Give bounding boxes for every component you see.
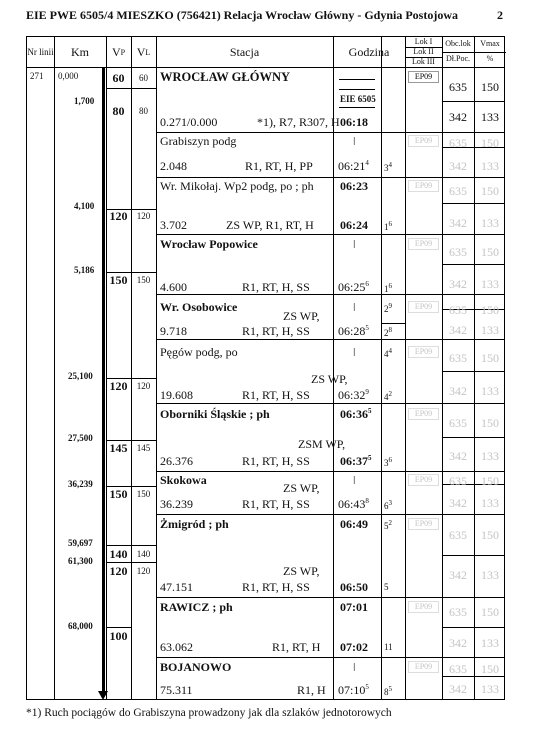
running-time: $4^2$ (384, 390, 392, 402)
vmax-value: 150 (481, 136, 499, 150)
station-name: Grabiszyn podg (160, 134, 237, 148)
departure-time: $06:28^5$ (338, 324, 369, 338)
vmax-value: 150 (481, 245, 499, 259)
vl-value: 150 (136, 275, 151, 285)
loco-load: 635 (449, 416, 467, 430)
vmax-pct: 133 (481, 216, 499, 230)
vmax-value: 150 (481, 416, 499, 430)
departure-time: 07:02 (340, 640, 368, 654)
station-name: Żmigród ; ph (160, 517, 229, 531)
vp-value: 120 (109, 379, 128, 393)
vp-value: 150 (109, 273, 128, 287)
loco-type: EP09 (408, 518, 439, 530)
station-name: Pęgów podg, po (160, 345, 238, 359)
vmax-pct: 133 (481, 682, 499, 696)
station-notes-1: ZS WP, (311, 372, 348, 386)
station-name: Wr. Mikołaj. Wp2 podg, po ; ph (160, 179, 314, 193)
vl-value: 60 (139, 73, 148, 83)
vmax-value: 150 (481, 662, 499, 676)
km-mark: 68,000 (68, 621, 93, 631)
vmax-pct: 133 (481, 449, 499, 463)
km-mark: 27,500 (68, 433, 93, 443)
col-vmax: Vmax (480, 39, 500, 48)
col-lok1: Lok I (414, 37, 433, 46)
train-length: 342 (449, 323, 467, 337)
station-km: 4.600 (160, 280, 187, 294)
station-name: Wrocław Popowice (160, 237, 258, 251)
vp-value: 120 (109, 209, 128, 223)
loco-load: 635 (449, 528, 467, 542)
station-name: Skokowa (160, 473, 207, 487)
vp-value: 80 (112, 104, 125, 118)
station-name: Wr. Osobowice (160, 300, 238, 314)
vmax-pct: 133 (481, 636, 499, 650)
km-mark: 61,300 (68, 556, 93, 566)
departure-time: 06:24 (340, 218, 368, 232)
station-notes: *1), R7, R307, H (257, 115, 340, 129)
line-number: 271 (30, 71, 44, 81)
station-notes: R1, RT, H, SS (242, 497, 310, 511)
km-mark: 4,100 (74, 201, 95, 211)
vmax-value: 150 (481, 303, 499, 317)
col-lok3: Lok III (412, 57, 435, 66)
running-time: 5 (384, 582, 389, 592)
station-km: 36.239 (160, 497, 193, 511)
loco-load: 635 (449, 80, 467, 94)
departure-time: $06:32^9$ (338, 388, 369, 402)
station-name: Oborniki Śląskie ; ph (160, 407, 270, 421)
running-time: $1^6$ (384, 282, 392, 294)
running-time: $3^6$ (384, 456, 392, 468)
vp-value: 100 (109, 629, 128, 643)
running-time-pass: $5^2$ (384, 519, 392, 531)
station-km: 0.271/0.000 (160, 115, 218, 129)
arrival-time: 07:01 (340, 600, 368, 614)
departure-time: $06:37^5$ (340, 454, 372, 468)
vmax-pct: 133 (481, 568, 499, 582)
vp-value: 140 (109, 547, 128, 561)
vmax-pct: 133 (481, 159, 499, 173)
station-notes: R1, RT, H, SS (242, 280, 310, 294)
loco-load: 635 (449, 245, 467, 259)
col-godzina: Godzina (348, 44, 390, 59)
km-mark: 36,239 (68, 479, 93, 489)
train-length: 342 (449, 384, 467, 398)
page-header (26, 8, 503, 26)
running-time: 11 (384, 642, 393, 652)
page-number: 2 (497, 8, 503, 22)
train-length: 342 (449, 110, 467, 124)
loco-type: EP09 (408, 346, 439, 358)
train-length: 342 (449, 449, 467, 463)
vp-value: 60 (112, 71, 125, 85)
col-stacja: Stacja (229, 44, 260, 59)
running-time-pass: $2^9$ (384, 302, 392, 314)
arrival-time: 06:49 (340, 517, 368, 531)
station-notes-1: ZS WP, (283, 564, 320, 578)
station-name: BOJANOWO (160, 660, 232, 674)
loco-load: 635 (449, 474, 467, 488)
arrival-marker: ǀ (353, 660, 356, 674)
col-km: Km (71, 44, 89, 59)
vp-value: 145 (109, 441, 128, 455)
train-length: 342 (449, 496, 467, 510)
vl-value: 120 (136, 381, 151, 391)
running-time: $8^5$ (384, 685, 392, 697)
station-name: WROCŁAW GŁÓWNY (160, 70, 290, 84)
arrival-marker: ǀ (353, 473, 356, 487)
vmax-value: 150 (481, 184, 499, 198)
vmax-pct: 133 (481, 384, 499, 398)
col-vp: V P (111, 44, 126, 59)
departure-time: $06:25^6$ (338, 280, 369, 294)
station-notes: R1, RT, H (272, 640, 321, 654)
loco-type: EP09 (408, 601, 439, 613)
vmax-value: 150 (481, 80, 499, 94)
loco-load: 635 (449, 605, 467, 619)
station-km: 26.376 (160, 454, 193, 468)
loco-type: EP09 (408, 238, 439, 250)
vmax-pct: 133 (481, 496, 499, 510)
station-km: 2.048 (160, 159, 187, 173)
station-notes: R1, RT, H, SS (242, 454, 310, 468)
vmax-pct: 133 (481, 323, 499, 337)
train-number: EIE 6505 (340, 94, 376, 104)
document-title: EIE PWE 6505/4 MIESZKO (756421) Relacja Wrocław Główny - Gdynia Postojowa (26, 8, 459, 22)
col-nr-linii: Nr linii (27, 46, 54, 57)
vl-value: 145 (136, 443, 151, 453)
loco-type: EP09 (408, 71, 439, 83)
vmax-value: 150 (481, 351, 499, 365)
vmax-value: 150 (481, 605, 499, 619)
running-time: $6^3$ (384, 499, 392, 511)
track-direction-arrow-icon (98, 691, 108, 700)
departure-time: $06:21^4$ (338, 159, 369, 173)
station-notes: R1, H (297, 683, 326, 697)
loco-type: EP09 (408, 301, 439, 313)
vp-value: 150 (109, 487, 128, 501)
vp-value: 120 (109, 564, 128, 578)
col-lok2: Lok II (413, 47, 434, 56)
col-pct: % (486, 54, 494, 63)
loco-load: 635 (449, 184, 467, 198)
arrival-marker: ǀ (353, 237, 356, 251)
arrival-time: $06:36^5$ (340, 407, 372, 421)
loco-load: 635 (449, 136, 467, 150)
loco-load: 635 (449, 351, 467, 365)
vl-value: 120 (136, 566, 151, 576)
train-length: 342 (449, 216, 467, 230)
train-length: 342 (449, 277, 467, 291)
departure-time: $07:10^5$ (338, 683, 369, 697)
running-time: $2^8$ (384, 326, 392, 338)
departure-time: $06:43^8$ (338, 497, 369, 511)
km-mark: 0,000 (58, 71, 79, 81)
station-notes: R1, RT, H, SS (242, 580, 310, 594)
vl-value: 120 (136, 211, 151, 221)
loco-type: EP09 (408, 135, 439, 147)
station-km: 47.151 (160, 580, 193, 594)
loco-load: 635 (449, 303, 467, 317)
train-length: 342 (449, 159, 467, 173)
station-notes: ZS WP, R1, RT, H (226, 218, 314, 232)
km-mark: 59,697 (68, 538, 93, 548)
departure-time: 06:18 (340, 115, 368, 129)
loco-load: 635 (449, 662, 467, 676)
station-notes-1: ZS WP, (283, 481, 320, 495)
timetable-sheet (26, 36, 505, 700)
running-time-pass: $4^4$ (384, 347, 392, 359)
vl-value: 140 (136, 549, 151, 559)
track-direction-line (102, 67, 105, 695)
station-notes-1: ZS WP, (283, 309, 320, 323)
train-length: 342 (449, 682, 467, 696)
vmax-value: 150 (481, 474, 499, 488)
train-length: 342 (449, 636, 467, 650)
station-name: RAWICZ ; ph (160, 600, 233, 614)
loco-type: EP09 (408, 661, 439, 673)
km-mark: 5,186 (74, 265, 95, 275)
arrival-marker: ǀ (353, 345, 356, 359)
arrival-marker: ǀ (353, 300, 356, 314)
vmax-value: 150 (481, 528, 499, 542)
vl-value: 150 (136, 489, 151, 499)
vl-value: 80 (139, 106, 148, 116)
col-vl: V L (136, 44, 151, 59)
station-km: 19.608 (160, 388, 193, 402)
vmax-pct: 133 (481, 277, 499, 291)
col-dl-poc: Dł.Poc. (446, 54, 470, 63)
col-obc-lok: Obc.lok (445, 39, 471, 48)
station-km: 63.062 (160, 640, 193, 654)
station-notes: R1, RT, H, SS (242, 388, 310, 402)
station-km: 9.718 (160, 324, 187, 338)
arrival-time: 06:23 (340, 179, 368, 193)
loco-type: EP09 (408, 408, 439, 420)
loco-type: EP09 (408, 474, 439, 486)
vmax-pct: 133 (481, 110, 499, 124)
departure-time: 06:50 (340, 580, 368, 594)
running-time: $3^4$ (384, 161, 392, 173)
footnote: *1) Ruch pociągów do Grabiszyna prowadzony jak dla szlaków jednotorowych (26, 707, 392, 719)
station-notes: R1, RT, H, SS (242, 324, 310, 338)
loco-type: EP09 (408, 180, 439, 192)
running-time: $1^6$ (384, 220, 392, 232)
arrival-marker: ǀ (353, 134, 356, 148)
station-km: 3.702 (160, 218, 187, 232)
km-mark: 25,100 (68, 371, 93, 381)
station-km: 75.311 (160, 683, 193, 697)
station-notes-1: ZSM WP, (298, 437, 346, 451)
station-notes: R1, RT, H, PP (245, 159, 313, 173)
km-mark: 1,700 (74, 96, 95, 106)
train-length: 342 (449, 568, 467, 582)
